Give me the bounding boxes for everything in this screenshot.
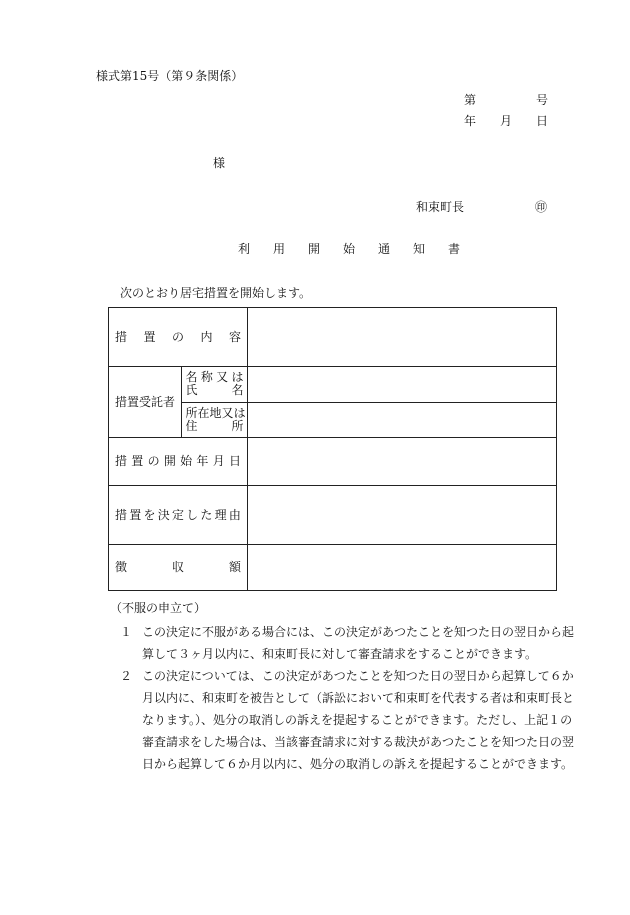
label-content: 措 置 の 内 容	[115, 329, 241, 344]
value-address-field[interactable]	[248, 403, 556, 437]
appeal-heading: （不服の申立て）	[110, 601, 207, 615]
value-cell-amount[interactable]	[248, 545, 557, 591]
label-cell-content	[109, 308, 248, 367]
seal-mark: ㊞	[535, 200, 548, 214]
label-reason: 措 置 を 決 定 し た 理 由	[115, 507, 241, 522]
intro-text: 次のとおり居宅措置を開始します。	[120, 286, 312, 300]
document-number-line	[464, 92, 548, 108]
date-day: 日	[535, 114, 548, 128]
appeal-notes	[120, 621, 580, 775]
document-title: 利用開始通知書	[238, 242, 484, 256]
label-cell-trustee	[109, 367, 248, 438]
issuer-name: 和束町長	[416, 200, 465, 214]
label-cell-start-date	[109, 438, 248, 486]
date-year: 年	[464, 114, 477, 128]
date-line	[464, 113, 548, 129]
value-cell-reason[interactable]	[248, 486, 557, 545]
table-row-content	[109, 308, 557, 367]
label-address: 所 在 地 又 は 住 所	[185, 405, 246, 433]
measure-table	[108, 307, 557, 591]
value-name-field[interactable]	[248, 367, 556, 403]
number-prefix: 第	[464, 93, 477, 107]
label-name-or-title: 名 称 又 は 氏 名	[181, 367, 247, 402]
value-cell-start-date[interactable]	[248, 438, 557, 486]
appeal-item	[120, 621, 580, 665]
appeal-item-text: この決定については、この決定があつたことを知つた日の翌日から起算して６か月以内に、和束町を被告として（訴訟において和束町を代表する者は和束町長となります。）、処分の取消しの訴えを提起することができます。ただし、上記１の審査請求をした場合は、当該審査請求に対する裁決があつたことを知つた日の翌日から起算して６か月以内に、処分の取消しの訴えを提起することができます。	[142, 669, 575, 771]
date-month: 月	[499, 114, 512, 128]
label-cell-reason	[109, 486, 248, 545]
label-trustee: 措置受託者	[109, 367, 181, 437]
value-cell-trustee	[248, 367, 557, 438]
label-amount: 徴 収 額	[115, 560, 241, 574]
table-row-start-date	[109, 438, 557, 486]
table-row-amount	[109, 545, 557, 591]
appeal-item	[120, 665, 580, 775]
label-start-date: 措 置 の 開 始 年 月 日	[115, 454, 241, 468]
table-row-reason	[109, 486, 557, 545]
addressee-honorific: 様	[213, 156, 226, 170]
number-suffix: 号	[535, 93, 548, 107]
appeal-item-text: この決定に不服がある場合には、この決定があつたことを知つた日の翌日から起算して３ヶ月以内に、和束町長に対して審査請求をすることができます。	[142, 625, 575, 661]
table-row-trustee	[109, 367, 557, 438]
appeal-item-number: １	[120, 625, 133, 639]
appeal-item-number: ２	[120, 669, 133, 683]
label-cell-amount	[109, 545, 248, 591]
value-cell-content[interactable]	[248, 308, 557, 367]
form-number: 様式第15号（第９条関係）	[96, 69, 244, 83]
